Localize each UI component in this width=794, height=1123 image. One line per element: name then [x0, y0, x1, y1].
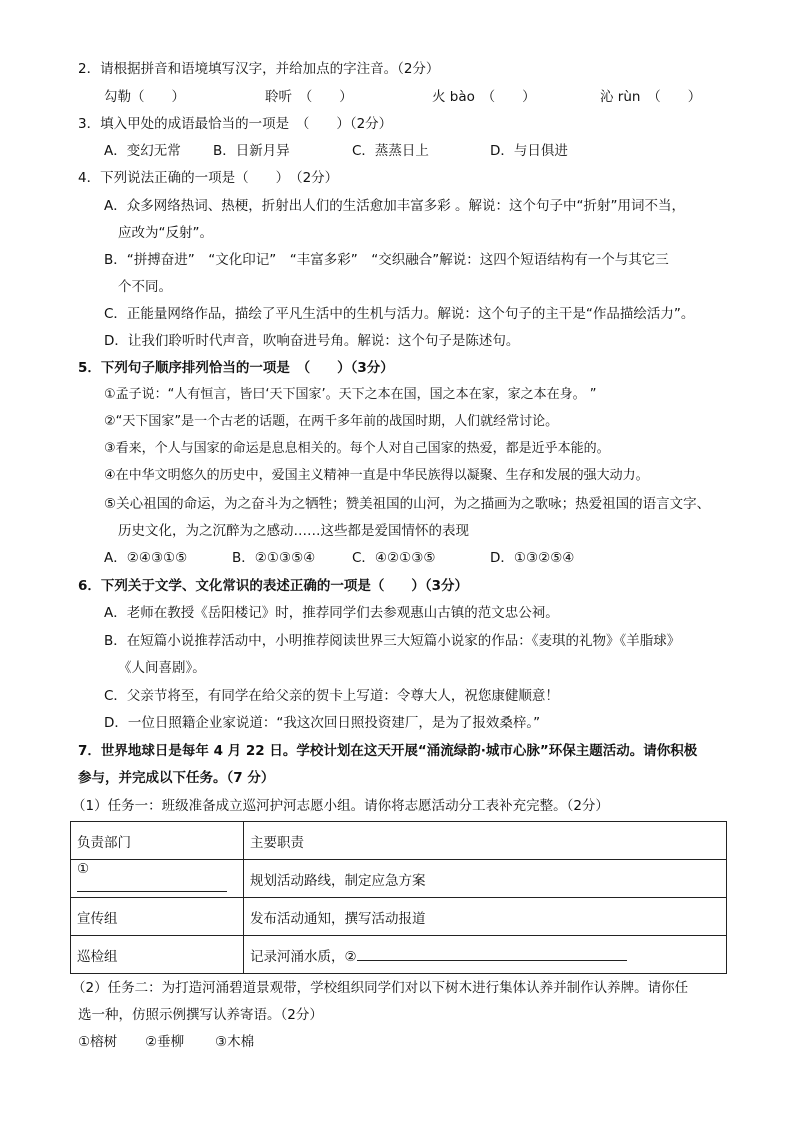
q4-option-a: A．众多网络热词、热梗，折射出人们的生活愈加丰富多彩 。解说：这个句子中“折射”用词不当， — [104, 198, 686, 214]
answer-blank-1[interactable] — [77, 877, 227, 892]
q4-option-b-cont: 个不同。 — [118, 279, 172, 295]
header-department: 负责部门 — [71, 822, 244, 860]
duty-cell-3[interactable] — [244, 936, 727, 974]
q6-option-b: B．在短篇小说推荐活动中，小明推荐阅读世界三大短篇小说家的作品：《麦琪的礼物》《羊脂球》 — [104, 633, 681, 649]
blank-cell-1[interactable] — [71, 860, 244, 898]
q2-item-1: 勾勒（ ） — [104, 89, 185, 105]
tree-option-3: ③木棉 — [215, 1034, 255, 1050]
department-cell-3: 巡检组 — [71, 936, 244, 974]
duty-table — [70, 821, 727, 974]
q7-stem-line2: 参与，并完成以下任务。（7 分） — [78, 770, 275, 786]
q6-option-b-cont: 《人间喜剧》。 — [118, 660, 206, 676]
duty-cell-3-text: 记录河涌水质，② — [250, 948, 357, 965]
table-row — [71, 822, 727, 860]
q5-option-c: C．④②①③⑤ — [352, 550, 436, 566]
q4-option-a-cont: 应改为“反射”。 — [118, 225, 213, 241]
table-row — [71, 936, 727, 974]
q5-option-b: B．②①③⑤④ — [232, 550, 316, 566]
q4-option-d: D．让我们聆听时代声音，吹响奋进号角。解说：这个句子是陈述句。 — [104, 333, 520, 349]
q7-task2-line1: （2）任务二：为打造河涌碧道景观带，学校组织同学们对以下树木进行集体认养并制作认养牌。请你任 — [72, 980, 689, 996]
q2-item-3: 火 bào （ ） — [432, 89, 536, 105]
tree-option-1: ①榕树 — [78, 1034, 118, 1050]
q3-stem: 3．填入甲处的成语最恰当的一项是 （ ）（2分） — [78, 116, 393, 132]
q3-option-c: C．蒸蒸日上 — [352, 143, 429, 159]
table-row — [71, 860, 727, 898]
q2-item-2: 聆听 （ ） — [265, 89, 353, 105]
q3-option-a: A．变幻无常 — [104, 143, 181, 159]
q5-sentence-5-cont: 历史文化，为之沉醉为之感动……这些都是爱国情怀的表现 — [118, 523, 469, 539]
q6-option-a: A．老师在教授《岳阳楼记》时，推荐同学们去参观惠山古镇的范文忠公祠。 — [104, 605, 559, 621]
duty-cell-1: 规划活动路线，制定应急方案 — [244, 860, 727, 898]
q5-option-d: D．①③②⑤④ — [490, 550, 575, 566]
q5-stem: 5．下列句子顺序排列恰当的一项是 （ ）（3分） — [78, 360, 394, 376]
q6-option-c: C．父亲节将至，有同学在给父亲的贺卡上写道：令尊大人，祝您康健顺意！ — [104, 688, 559, 704]
q3-option-b: B．日新月异 — [213, 143, 290, 159]
department-cell-2: 宣传组 — [71, 898, 244, 936]
q4-stem: 4．下列说法正确的一项是（ ） （2分） — [78, 170, 339, 186]
q5-sentence-5: ⑤关心祖国的命运，为之奋斗为之牺牲；赞美祖国的山河，为之描画为之歌咏；热爱祖国的语言文字、 — [104, 496, 711, 512]
q5-sentence-1: ①孟子说：“人有恒言，皆曰‘天下国家’。天下之本在国，国之本在家，家之本在身。 ” — [104, 387, 597, 402]
q6-option-d: D．一位日照籍企业家说道：“我这次回日照投资建厂，是为了报效桑梓。” — [104, 715, 541, 731]
q2-item-4: 沁 rùn （ ） — [600, 89, 702, 105]
q7-task2-line2: 选一种，仿照示例撰写认养寄语。（2分） — [78, 1007, 323, 1023]
q4-option-b: B．“拼搏奋进” “文化印记” “丰富多彩” “交织融合”解说：这四个短语结构有一个与其它三 — [104, 252, 669, 268]
q3-option-d: D．与日俱进 — [490, 143, 568, 159]
q7-stem-line1: 7．世界地球日是每年 4 月 22 日。学校计划在这天开展“涌流绿韵·城市心脉”环保主题活动。请你积极 — [78, 743, 698, 759]
q5-sentence-4: ④在中华文明悠久的历史中，爱国主义精神一直是中华民族得以凝聚、生存和发展的强大动力。 — [104, 468, 649, 483]
q5-option-a: A．②④③①⑤ — [104, 550, 188, 566]
q2-stem: 2．请根据拼音和语境填写汉字，并给加点的字注音。（2分） — [78, 61, 440, 77]
blank-marker-1: ① — [77, 861, 90, 877]
q5-sentence-2: ②“天下国家”是一个古老的话题，在两千多年前的战国时期，人们就经常讨论。 — [104, 414, 559, 429]
q5-sentence-3: ③看来，个人与国家的命运是息息相关的。每个人对自己国家的热爱，都是近乎本能的。 — [104, 441, 610, 456]
header-duty: 主要职责 — [244, 822, 727, 860]
answer-blank-2[interactable] — [357, 946, 627, 961]
q7-task1: （1）任务一：班级准备成立巡河护河志愿小组。请你将志愿活动分工表补充完整。（2分） — [72, 798, 609, 814]
q6-stem: 6．下列关于文学、文化常识的表述正确的一项是（ ）（3分） — [78, 578, 469, 594]
q4-option-c: C．正能量网络作品，描绘了平凡生活中的生机与活力。解说：这个句子的主干是“作品描绘活力”。 — [104, 306, 695, 322]
tree-option-2: ②垂柳 — [145, 1034, 185, 1050]
duty-cell-2: 发布活动通知，撰写活动报道 — [244, 898, 727, 936]
table-row — [71, 898, 727, 936]
